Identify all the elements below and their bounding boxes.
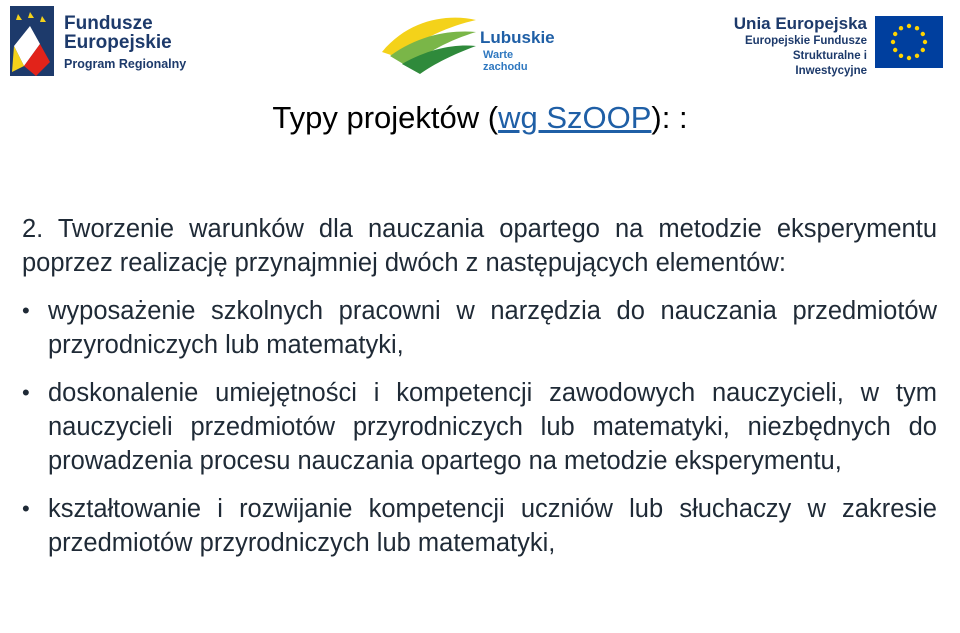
unia-europejska-logo xyxy=(725,14,950,80)
fundusze-line3: Program Regionalny xyxy=(64,57,187,71)
fundusze-line1: Fundusze xyxy=(64,13,153,34)
list-item: • doskonalenie umiejętności i kompetencji zawodowych nauczycieli, w tym nauczycieli przedmiotów przyrodniczych lub matematyki, niezbędnych do prowadzenia procesu nauczania opartego na metodzie eksperymentu, xyxy=(22,376,937,478)
fundusze-emblem-icon xyxy=(10,6,54,76)
fundusze-line2: Europejskie xyxy=(64,32,172,53)
list-item: • wyposażenie szkolnych pracowni w narzędzia do nauczania przedmiotów przyrodniczych lub matematyki, xyxy=(22,294,937,362)
title-prefix: Typy projektów ( xyxy=(272,100,499,135)
title-suffix: ): : xyxy=(651,100,688,135)
fundusze-text xyxy=(64,14,186,74)
unia-line2: Europejskie Fundusze xyxy=(744,35,867,47)
lubuskie-emblem-icon xyxy=(380,12,480,76)
lubuskie-logo xyxy=(380,12,560,80)
intro-number: 2. xyxy=(22,215,44,243)
unia-line3: Strukturalne i Inwestycyjne xyxy=(792,50,867,77)
list-item: • kształtowanie i rozwijanie kompetencji uczniów lub słuchaczy w zakresie przedmiotów przyrodniczych lub matematyki, xyxy=(22,492,937,560)
lubuskie-name: Lubuskie xyxy=(480,28,555,47)
content xyxy=(22,212,937,560)
unia-line1: Unia Europejska xyxy=(733,14,867,33)
logo-bar xyxy=(0,0,960,92)
szoop-link[interactable]: wg SzOOP xyxy=(498,100,652,135)
bullet-list xyxy=(22,294,937,560)
eu-flag-icon xyxy=(875,16,943,68)
intro-text: Tworzenie warunków dla nauczania opartego na metodzie eksperymentu poprzez realizację przynajmniej dwóch z następujących elementów: xyxy=(22,215,938,277)
lubuskie-tagline: Warte zachodu xyxy=(483,49,528,73)
unia-text xyxy=(725,14,867,79)
intro-paragraph xyxy=(22,212,937,280)
page-title xyxy=(0,100,960,136)
fundusze-europejskie-logo xyxy=(10,6,190,84)
